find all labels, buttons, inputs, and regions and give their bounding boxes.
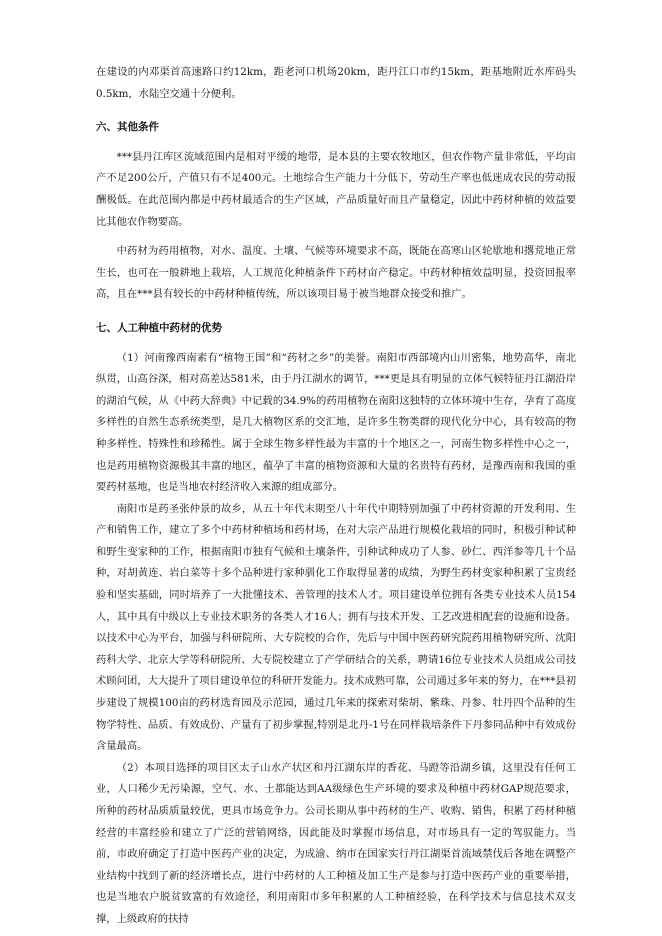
section-6-heading: 六、其他条件 bbox=[96, 121, 159, 134]
section-7-paragraph-1: （1）河南豫西南素有“植物王国”和“药材之乡”的美誉。南阳市西部境内山川密集，地势高华，南北纵贯，山高谷深，相对高差达581米，由于丹江湖水的调节，***更是具有明显的立体气候特征丹江湖沿岸的湖泊气候，从《中药大辞典》中记载的34.9%的药用植物在南阳这独特的立体环境中生存，孕育了高度多样性的自然生态系统类型，是几大植物区系的交汇地，是许多生物类群的现代化分中心，具有较高的物种多样性、特殊性和珍稀性。属于全球生物多样性最为丰富的十个地区之一，河南生物多样性中心之一，也是药用植物资源极其丰富的地区，蕴孕了丰富的植物资源和大量的名贵特有药材，是豫西南和我国的重要药材基地，也是当地农村经济收入来源的组成部分。 bbox=[96, 351, 576, 494]
section-7-heading: 七、人工种植中药材的优势 bbox=[96, 321, 222, 334]
section-6-paragraph-2: 中药材为药用植物，对水、温度、土壤、气候等环境要求不高，既能在高寒山区轮歇地和撂荒地正常生长，也可在一般耕地上栽培，人工规范化种植条件下药材亩产稳定。中药材种植效益明显，投资回报率高，且在***县有较长的中药材种植传统，所以该项目易于被当地群众接受和推广。 bbox=[96, 245, 576, 301]
section-7-paragraph-2: 南阳市是药圣张仲景的故乡，从五十年代末期至八十年代中期特别加强了中药材资源的开发利用、生产和销售工作，建立了多个中药材种植场和药材场，在对大宗产品进行规模化栽培的同时，积极引种试种和野生变家种的工作，根据南阳市独有气候和土壤条件，引种试种成功了人参、砂仁、西洋参等几十个品种，对胡黄连、岩白菜等十多个品种进行家种驯化工作取得显著的成绩，为野生药材变家种积累了宝贵经验和坚实基础，同时培养了一大批懂技术、善管理的技术人才。项目建设单位拥有各类专业技术人员154人，其中具有中级以上专业技术职务的各类人才16人；拥有与技术开发、工艺改进相配套的设施和设备。以技术中心为平台，加强与科研院所、大专院校的合作，先后与中国中医药研究院药用植物研究所、沈阳药科大学、北京大学等科研院所、大专院校建立了产学研结合的关系，聘请16位专业技术人员组成公司技术顾问团，大大提升了项目建设单位的科研开发能力。技术成熟可靠，公司通过多年来的努力，在***县初步建设了规模100亩的药材选育园及示范园，通过几年来的探索对柴胡、紫珠、丹参、牡丹四个品种的生物学特性、品质、有效成份、产量有了初步掌握,特别是北丹-1号在同样栽培条件下丹参同品种中有效成份含量最高。 bbox=[96, 502, 576, 753]
section-7-paragraph-3: （2）本项目选择的项目区太子山水产状区和丹江湖东岸的香花、马蹬等沿湖乡镇，这里没有任何工业，人口稀少无污染源，空气、水、土都能达到AA级绿色生产环境的要求及种植中药材GAP规范要求，所种的药材品质质量较优，更具市场竞争力。公司长期从事中药材的生产、收购、销售，积累了药材种植经营的丰富经验和建立了广泛的营销网络，因此能及时掌握市场信息，对市场具有一定的驾驭能力。当前，市政府确定了打造中医药产业的决定，为成渝、纳市在国家实行丹江湖渠首流域禁伐后各地在调整产业结构中找到了新的经济增长点，进行中药材的人工种植及加工生产是参与打造中医药产业的重要举措，也是当地农户脱贫致富的有效途径，利用南阳市多年积累的人工种植经验，在科学技术与信息技术双支撑，上级政府的扶持 bbox=[96, 761, 576, 925]
section-6-paragraph-1: ***县丹江库区流域范围内是相对平缓的地带，是本县的主要农牧地区，但农作物产量非常低，平均亩产不足200公斤，产值只有不足400元。土地综合生产能力十分低下，劳动生产率也低迷成农民的劳动报酬极低。在此范围内都是中药材最适合的生产区域，产品质量好而且产量稳定，因此中药材种植的效益要比其他农作物要高。 bbox=[96, 150, 576, 228]
intro-paragraph: 在建设的内邓渠首高速路口约12km，距老河口机场20km，距丹江口市约15km，距基地附近水库码头0.5km，水陆空交通十分便利。 bbox=[96, 66, 576, 100]
